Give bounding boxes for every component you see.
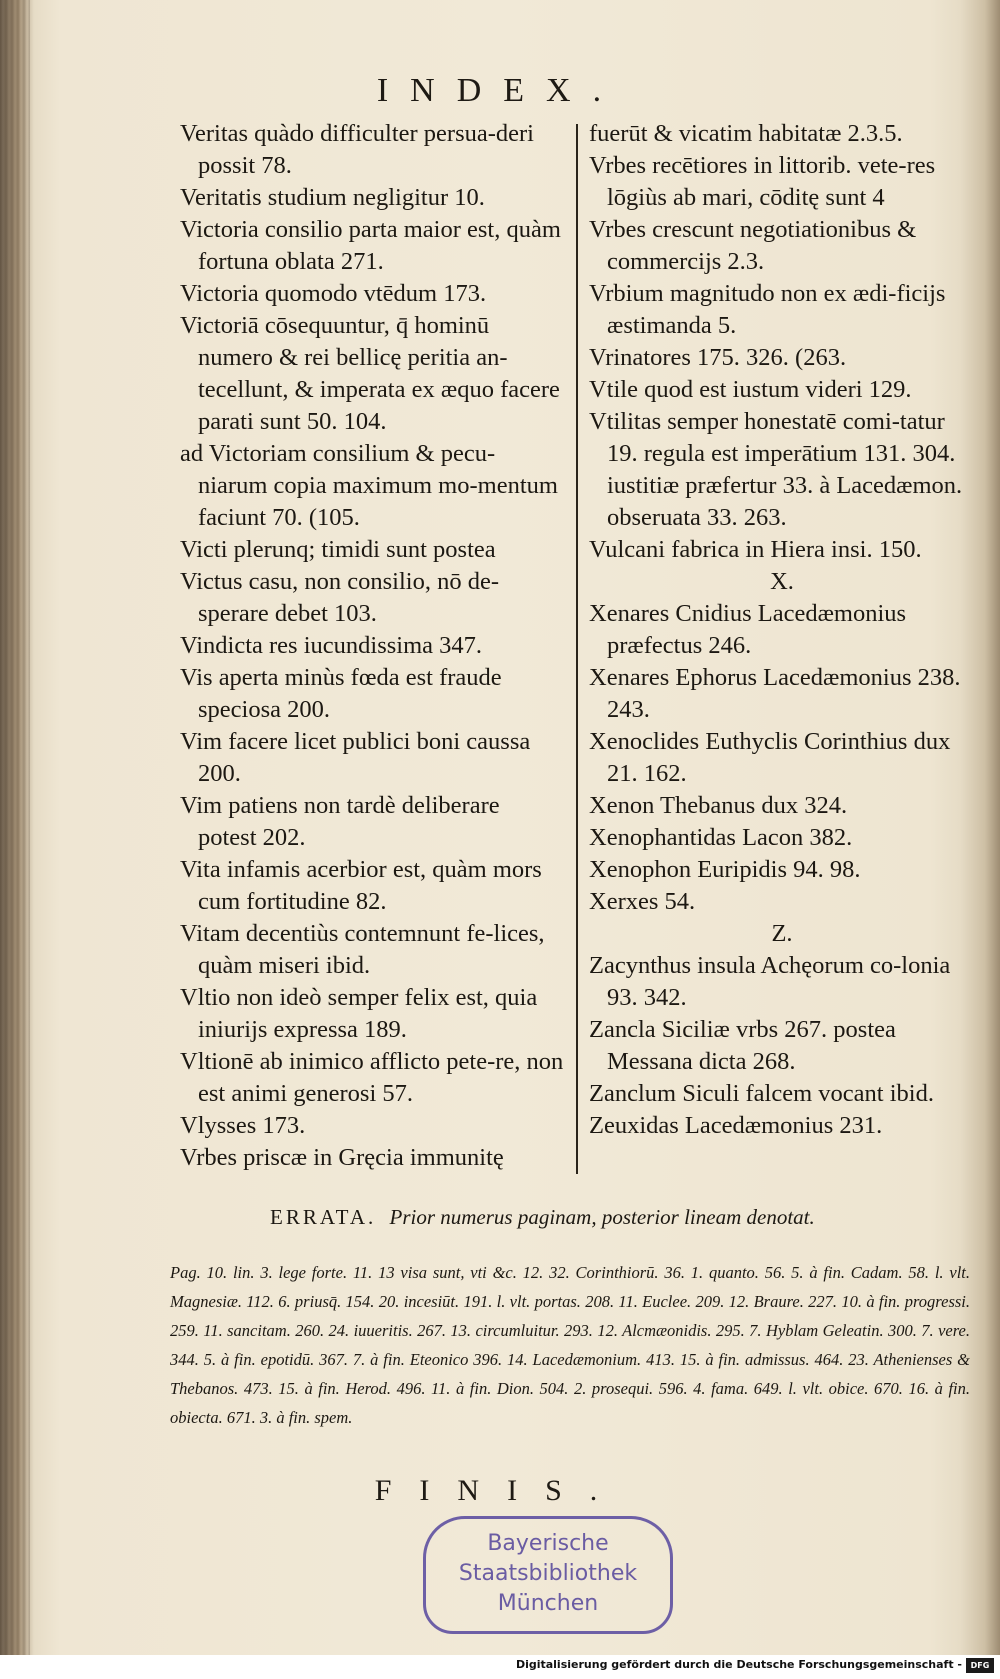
index-entry: Vltionē ab inimico afflicto pete-re, non est animi generosi 57. <box>180 1048 564 1107</box>
errata-note: Prior numerus paginam, posterior lineam denotat. <box>389 1205 815 1229</box>
index-entry: Vim patiens non tardè deliberare potest 202. <box>180 792 500 851</box>
index-entry: Vtile quod est iustum videri 129. <box>589 376 912 403</box>
index-entry: Victoria quomodo vtēdum 173. <box>180 280 487 307</box>
errata-list: Pag. 10. lin. 3. lege forte. 11. 13 visa sunt, vti &c. 12. 32. Corinthiorū. 36. 1. quanto. 56. 5. à fin. Cadam. 58. l. vlt. Magnesiæ. 112. 6. priusq̄. 154. 20. incesiūt. 191. l. vlt. portas. 208. 11. Euclee. 209. 12. Braure. 227. 10. à fin. progressi. 259. 11. sancitam. 260. 24. iuueritis. 267. 13. circumluitur. 293. 12. Alcmæonidis. 295. 7. Hyblam Geleatin. 300. 7. vere. 344. 5. à fin. epotidū. 367. 7. à fin. Eteonico 396. 14. Lacedæmonium. 413. 15. à fin. admissus. 464. 23. Athenienses & Thebanos. 473. 15. à fin. Herod. 496. 11. à fin. Dion. 504. 2. prosequi. 596. 4. fama. 649. l. vlt. obice. 670. 16. à fin. obiecta. 671. 3. à fin. spem. <box>170 1263 970 1427</box>
index-entry: Vulcani fabrica in Hiera insi. 150. <box>589 536 922 563</box>
index-entry: Xerxes 54. <box>589 888 696 915</box>
footer-bar <box>0 1655 1000 1679</box>
index-entry: Vrbes crescunt negotiationibus & commercijs 2.3. <box>589 216 917 275</box>
stamp-line: München <box>497 1591 599 1616</box>
index-column-right <box>589 118 975 1142</box>
page-edge-shadow <box>0 0 30 1655</box>
index-entry: Victi plerunq; timidi sunt postea <box>180 536 496 563</box>
index-entry: Vtilitas semper honestatē comi-tatur 19. regula est imperātium 131. 304. iustitiæ præfertur 33. à Lacedæmon. obseruata 33. 263. <box>589 408 963 531</box>
index-entry: Vim facere licet publici boni caussa 200. <box>180 728 531 787</box>
index-entry: fuerūt & vicatim habitatæ 2.3.5. <box>589 120 903 147</box>
page-title: INDEX. <box>376 72 624 109</box>
index-entry: Vis aperta minùs fœda est fraude speciosa 200. <box>180 664 502 723</box>
index-entry: Vltio non ideò semper felix est, quia iniurijs expressa 189. <box>180 984 538 1043</box>
column-divider <box>576 124 578 1174</box>
index-entry: Xenophon Euripidis 94. 98. <box>589 856 861 883</box>
index-entry: Vindicta res iucundissima 347. <box>180 632 483 659</box>
index-entry: Zeuxidas Lacedæmonius 231. <box>589 1112 883 1139</box>
stamp-line: Bayerische <box>487 1531 609 1556</box>
index-entry: Zancla Siciliæ vrbs 267. postea Messana dicta 268. <box>589 1016 896 1075</box>
index-entry: Veritas quàdo difficulter persua-deri possit 78. <box>180 120 534 179</box>
dfg-logo-icon: DFG <box>966 1658 994 1673</box>
index-entry: Xenon Thebanus dux 324. <box>589 792 848 819</box>
index-entry: Vrbium magnitudo non ex ædi-ficijs æstimanda 5. <box>589 280 946 339</box>
index-entry: Zacynthus insula Achęorum co-lonia 93. 342. <box>589 952 951 1011</box>
index-entry: Vlysses 173. <box>180 1112 306 1139</box>
errata-heading <box>270 1205 970 1230</box>
index-column-left <box>180 118 564 1174</box>
index-entry: Vitam decentiùs contemnunt fe-lices, quàm miseri ibid. <box>180 920 545 979</box>
section-letter-x: X. <box>770 568 794 595</box>
index-entry: Victus casu, non consilio, nō de-sperare debet 103. <box>180 568 500 627</box>
section-letter-z: Z. <box>771 920 793 947</box>
index-entry: Zanclum Siculi falcem vocant ibid. <box>589 1080 934 1107</box>
index-entry: Vrbes recētiores in littorib. vete-res lōgiùs ab mari, cōditę sunt 4 <box>589 152 936 211</box>
footer-credit: Digitalisierung gefördert durch die Deutsche Forschungsgemeinschaft - <box>515 1658 962 1671</box>
index-entry: Veritatis studium negligitur 10. <box>180 184 485 211</box>
index-entry: ad Victoriam consilium & pecu-niarum copia maximum mo-mentum faciunt 70. (105. <box>180 440 558 531</box>
index-entry: Vrinatores 175. 326. (263. <box>589 344 847 371</box>
errata-label: ERRATA. <box>270 1205 377 1229</box>
finis-text: FINIS. <box>374 1474 626 1507</box>
index-entry: Xenoclides Euthyclis Corinthius dux 21. 162. <box>589 728 951 787</box>
index-entry: Victoria consilio parta maior est, quàm fortuna oblata 271. <box>180 216 561 275</box>
index-entry: Vita infamis acerbior est, quàm mors cum fortitudine 82. <box>180 856 542 915</box>
index-entry: Xenares Ephorus Lacedæmonius 238. 243. <box>589 664 961 723</box>
index-entry: Victoriā cōsequuntur, q̄ hominū numero & rei bellicę peritia an-tecellunt, & imperata ex æquo facere parati sunt 50. 104. <box>180 312 560 435</box>
library-stamp <box>423 1516 673 1634</box>
index-entry: Xenophantidas Lacon 382. <box>589 824 853 851</box>
index-entry: Xenares Cnidius Lacedæmonius præfectus 246. <box>589 600 907 659</box>
stamp-line: Staatsbibliothek <box>458 1561 638 1586</box>
index-entry: Vrbes priscæ in Gręcia immunitę <box>180 1144 504 1171</box>
